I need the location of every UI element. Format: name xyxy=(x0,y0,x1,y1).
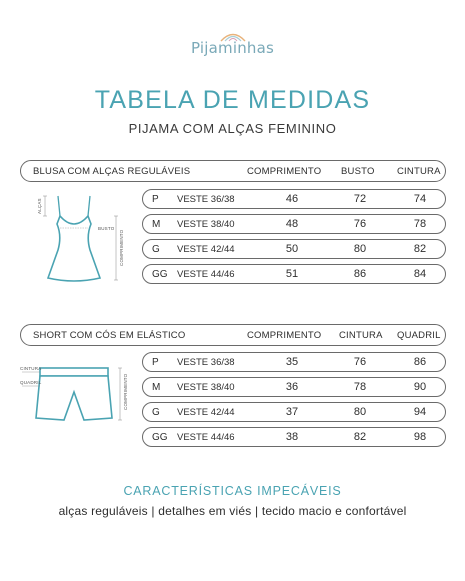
quadril-value: 90 xyxy=(413,381,427,393)
veste-label: VESTE 38/40 xyxy=(177,382,235,393)
figure-label-alcas: ALÇAS xyxy=(37,198,42,214)
busto-value: 80 xyxy=(353,243,367,255)
cintura-value: 76 xyxy=(353,356,367,368)
size-label: P xyxy=(152,357,159,368)
short-col-cintura: CINTURA xyxy=(339,330,383,341)
veste-label: VESTE 36/38 xyxy=(177,194,235,205)
size-label: GG xyxy=(152,432,168,443)
short-section xyxy=(20,324,446,443)
blusa-header xyxy=(20,160,446,182)
cintura-value: 80 xyxy=(353,406,367,418)
short-col-comprimento: COMPRIMENTO xyxy=(247,330,322,341)
quadril-value: 94 xyxy=(413,406,427,418)
comprimento-value: 46 xyxy=(285,193,299,205)
comprimento-value: 37 xyxy=(285,406,299,418)
size-label: G xyxy=(152,407,160,418)
cintura-value: 78 xyxy=(413,218,427,230)
brand-logo xyxy=(0,30,465,57)
cintura-value: 74 xyxy=(413,193,427,205)
cintura-value: 84 xyxy=(413,268,427,280)
blusa-section xyxy=(20,160,446,280)
short-section-title: SHORT COM CÓS EM ELÁSTICO xyxy=(33,330,186,341)
camisole-illustration xyxy=(20,188,135,293)
short-row-m xyxy=(142,377,446,397)
short-col-quadril: QUADRIL xyxy=(397,330,441,341)
blusa-col-cintura: CINTURA xyxy=(397,166,441,177)
size-label: M xyxy=(152,382,161,393)
features-text: alças reguláveis | detalhes em viés | tecido macio e confortável xyxy=(58,504,407,518)
page-subtitle: PIJAMA COM ALÇAS FEMININO xyxy=(128,121,337,136)
blusa-row-g xyxy=(142,239,446,259)
shorts-icon xyxy=(20,360,135,440)
blusa-row-p xyxy=(142,189,446,209)
blusa-section-title: BLUSA COM ALÇAS REGULÁVEIS xyxy=(33,166,191,177)
blusa-col-busto: BUSTO xyxy=(341,166,375,177)
cintura-value: 78 xyxy=(353,381,367,393)
figure-label-busto: BUSTO xyxy=(98,226,115,231)
size-label: GG xyxy=(152,269,168,280)
size-label: G xyxy=(152,244,160,255)
short-row-gg xyxy=(142,427,446,447)
brand-name: Pijaminhas xyxy=(190,39,275,57)
veste-label: VESTE 42/44 xyxy=(177,407,235,418)
page-title: TABELA DE MEDIDAS xyxy=(94,86,371,114)
quadril-value: 86 xyxy=(413,356,427,368)
blusa-row-gg xyxy=(142,264,446,284)
comprimento-value: 35 xyxy=(285,356,299,368)
short-row-g xyxy=(142,402,446,422)
comprimento-value: 51 xyxy=(285,268,299,280)
busto-value: 86 xyxy=(353,268,367,280)
comprimento-value: 38 xyxy=(285,431,299,443)
figure-label-quadril: QUADRIL xyxy=(20,380,42,385)
comprimento-value: 48 xyxy=(285,218,299,230)
blusa-col-comprimento: COMPRIMENTO xyxy=(247,166,322,177)
comprimento-value: 36 xyxy=(285,381,299,393)
short-header xyxy=(20,324,446,346)
quadril-value: 98 xyxy=(413,431,427,443)
comprimento-value: 50 xyxy=(285,243,299,255)
size-label: M xyxy=(152,219,161,230)
veste-label: VESTE 42/44 xyxy=(177,244,235,255)
busto-value: 72 xyxy=(353,193,367,205)
figure-label-comprimento: COMPRIMENTO xyxy=(123,373,128,410)
veste-label: VESTE 38/40 xyxy=(177,219,235,230)
blusa-row-m xyxy=(142,214,446,234)
veste-label: VESTE 36/38 xyxy=(177,357,235,368)
cintura-value: 82 xyxy=(353,431,367,443)
figure-label-comprimento: COMPRIMENTO xyxy=(119,229,124,266)
busto-value: 76 xyxy=(353,218,367,230)
cintura-value: 82 xyxy=(413,243,427,255)
figure-label-cintura: CINTURA xyxy=(20,366,42,371)
veste-label: VESTE 44/46 xyxy=(177,269,235,280)
features-title: CARACTERÍSTICAS IMPECÁVEIS xyxy=(123,484,342,498)
size-label: P xyxy=(152,194,159,205)
short-row-p xyxy=(142,352,446,372)
veste-label: VESTE 44/46 xyxy=(177,432,235,443)
shorts-illustration xyxy=(20,360,135,440)
